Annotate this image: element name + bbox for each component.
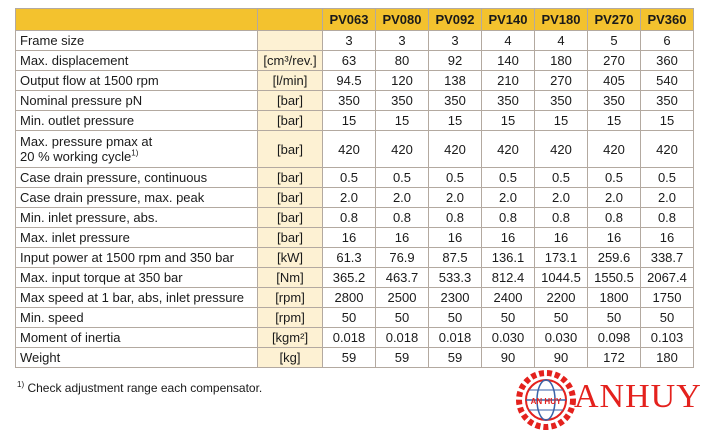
- unit-cell: [bar]: [258, 188, 323, 208]
- specification-table: [15, 8, 694, 368]
- unit-cell: [rpm]: [258, 308, 323, 328]
- value-cell: 350: [588, 91, 641, 111]
- value-cell: 15: [429, 111, 482, 131]
- value-cell: 2.0: [588, 188, 641, 208]
- param-cell: Input power at 1500 rpm and 350 bar: [16, 248, 258, 268]
- value-cell: 16: [588, 228, 641, 248]
- value-cell: 50: [429, 308, 482, 328]
- param-cell: Weight: [16, 348, 258, 368]
- value-cell: 2067.4: [641, 268, 694, 288]
- value-cell: 16: [323, 228, 376, 248]
- param-cell: Max. input torque at 350 bar: [16, 268, 258, 288]
- logo-text: ANHUY: [574, 378, 702, 415]
- value-cell: 0.8: [588, 208, 641, 228]
- value-cell: 2400: [482, 288, 535, 308]
- value-cell: 2300: [429, 288, 482, 308]
- unit-cell: [l/min]: [258, 71, 323, 91]
- param-cell: Moment of inertia: [16, 328, 258, 348]
- param-cell: Case drain pressure, continuous: [16, 168, 258, 188]
- value-cell: 0.5: [588, 168, 641, 188]
- param-label-line2: 20 % working cycle: [20, 149, 132, 164]
- value-cell: 76.9: [376, 248, 429, 268]
- table-row: [16, 131, 694, 168]
- value-cell: 0.5: [323, 168, 376, 188]
- value-cell: 173.1: [535, 248, 588, 268]
- value-cell: 420: [323, 131, 376, 168]
- table-row: [16, 91, 694, 111]
- value-cell: 16: [641, 228, 694, 248]
- value-cell: 812.4: [482, 268, 535, 288]
- value-cell: 87.5: [429, 248, 482, 268]
- value-cell: 16: [535, 228, 588, 248]
- unit-cell: [bar]: [258, 168, 323, 188]
- value-cell: 350: [641, 91, 694, 111]
- param-cell: [16, 131, 258, 168]
- footnote: $^{1)}$ Check adjustment range each compensator.: [17, 380, 263, 395]
- value-cell: 3: [429, 31, 482, 51]
- value-cell: 120: [376, 71, 429, 91]
- value-cell: 210: [482, 71, 535, 91]
- value-cell: 0.8: [482, 208, 535, 228]
- value-cell: 2.0: [323, 188, 376, 208]
- unit-cell: [kgm²]: [258, 328, 323, 348]
- value-cell: 0.5: [429, 168, 482, 188]
- value-cell: 463.7: [376, 268, 429, 288]
- param-cell: Max speed at 1 bar, abs, inlet pressure: [16, 288, 258, 308]
- value-cell: 0.103: [641, 328, 694, 348]
- value-cell: 405: [588, 71, 641, 91]
- footnote-marker: 1): [131, 148, 139, 158]
- value-cell: 50: [376, 308, 429, 328]
- table-row: [16, 228, 694, 248]
- model-header: PV270: [588, 9, 641, 31]
- value-cell: 94.5: [323, 71, 376, 91]
- model-header: PV092: [429, 9, 482, 31]
- unit-cell: [kg]: [258, 348, 323, 368]
- table-row: [16, 168, 694, 188]
- unit-cell: [cm³/rev.]: [258, 51, 323, 71]
- table-row: [16, 248, 694, 268]
- value-cell: 350: [482, 91, 535, 111]
- value-cell: 59: [376, 348, 429, 368]
- table-row: [16, 71, 694, 91]
- value-cell: 4: [535, 31, 588, 51]
- value-cell: 1550.5: [588, 268, 641, 288]
- value-cell: 59: [323, 348, 376, 368]
- value-cell: 0.8: [535, 208, 588, 228]
- value-cell: 2.0: [482, 188, 535, 208]
- value-cell: 420: [482, 131, 535, 168]
- value-cell: 0.5: [482, 168, 535, 188]
- value-cell: 15: [376, 111, 429, 131]
- table-row: [16, 268, 694, 288]
- value-cell: 16: [376, 228, 429, 248]
- value-cell: 50: [588, 308, 641, 328]
- value-cell: 6: [641, 31, 694, 51]
- table-row: [16, 111, 694, 131]
- value-cell: 15: [641, 111, 694, 131]
- table-row: [16, 208, 694, 228]
- table-row: [16, 188, 694, 208]
- value-cell: 420: [376, 131, 429, 168]
- param-cell: Frame size: [16, 31, 258, 51]
- value-cell: 16: [482, 228, 535, 248]
- value-cell: 50: [641, 308, 694, 328]
- model-header: PV360: [641, 9, 694, 31]
- value-cell: 136.1: [482, 248, 535, 268]
- value-cell: 338.7: [641, 248, 694, 268]
- value-cell: 365.2: [323, 268, 376, 288]
- value-cell: 1800: [588, 288, 641, 308]
- value-cell: 15: [535, 111, 588, 131]
- value-cell: 420: [641, 131, 694, 168]
- param-cell: Min. speed: [16, 308, 258, 328]
- unit-cell: [bar]: [258, 111, 323, 131]
- logo-badge-text: AN HUY: [530, 397, 562, 406]
- table-row: [16, 51, 694, 71]
- value-cell: 2500: [376, 288, 429, 308]
- table-row: [16, 308, 694, 328]
- param-cell: Max. displacement: [16, 51, 258, 71]
- value-cell: 50: [535, 308, 588, 328]
- param-cell: Min. outlet pressure: [16, 111, 258, 131]
- value-cell: 2200: [535, 288, 588, 308]
- value-cell: 259.6: [588, 248, 641, 268]
- value-cell: 0.5: [535, 168, 588, 188]
- unit-cell: [bar]: [258, 208, 323, 228]
- value-cell: 350: [323, 91, 376, 111]
- table-row: [16, 288, 694, 308]
- param-label: Max. pressure pmax at: [20, 134, 153, 149]
- value-cell: 90: [535, 348, 588, 368]
- value-cell: 0.8: [641, 208, 694, 228]
- value-cell: 4: [482, 31, 535, 51]
- value-cell: 1044.5: [535, 268, 588, 288]
- value-cell: 360: [641, 51, 694, 71]
- value-cell: 2.0: [641, 188, 694, 208]
- value-cell: 138: [429, 71, 482, 91]
- model-header: PV063: [323, 9, 376, 31]
- unit-cell: [bar]: [258, 131, 323, 168]
- value-cell: 420: [429, 131, 482, 168]
- unit-cell: [258, 31, 323, 51]
- param-cell: Max. inlet pressure: [16, 228, 258, 248]
- value-cell: 50: [482, 308, 535, 328]
- value-cell: 270: [588, 51, 641, 71]
- value-cell: 2.0: [376, 188, 429, 208]
- model-header: PV140: [482, 9, 535, 31]
- value-cell: 63: [323, 51, 376, 71]
- value-cell: 350: [535, 91, 588, 111]
- value-cell: 533.3: [429, 268, 482, 288]
- value-cell: 180: [641, 348, 694, 368]
- value-cell: 15: [482, 111, 535, 131]
- value-cell: 15: [323, 111, 376, 131]
- value-cell: 0.018: [376, 328, 429, 348]
- value-cell: 61.3: [323, 248, 376, 268]
- param-cell: Output flow at 1500 rpm: [16, 71, 258, 91]
- value-cell: 350: [429, 91, 482, 111]
- value-cell: 270: [535, 71, 588, 91]
- value-cell: 5: [588, 31, 641, 51]
- value-cell: 0.5: [641, 168, 694, 188]
- value-cell: 0.018: [323, 328, 376, 348]
- value-cell: 140: [482, 51, 535, 71]
- header-blank-cell: [16, 9, 258, 31]
- value-cell: 0.030: [535, 328, 588, 348]
- unit-cell: [kW]: [258, 248, 323, 268]
- value-cell: 2.0: [535, 188, 588, 208]
- unit-cell: [Nm]: [258, 268, 323, 288]
- value-cell: 420: [588, 131, 641, 168]
- value-cell: 2.0: [429, 188, 482, 208]
- value-cell: 540: [641, 71, 694, 91]
- unit-cell: [bar]: [258, 91, 323, 111]
- value-cell: 80: [376, 51, 429, 71]
- value-cell: 3: [376, 31, 429, 51]
- value-cell: 0.098: [588, 328, 641, 348]
- table-row: [16, 328, 694, 348]
- model-header: PV180: [535, 9, 588, 31]
- value-cell: 92: [429, 51, 482, 71]
- value-cell: 420: [535, 131, 588, 168]
- value-cell: 0.030: [482, 328, 535, 348]
- value-cell: 350: [376, 91, 429, 111]
- value-cell: 172: [588, 348, 641, 368]
- param-cell: Nominal pressure pN: [16, 91, 258, 111]
- value-cell: 0.8: [429, 208, 482, 228]
- header-unit-cell: [258, 9, 323, 31]
- model-header: PV080: [376, 9, 429, 31]
- value-cell: 90: [482, 348, 535, 368]
- param-cell: Case drain pressure, max. peak: [16, 188, 258, 208]
- param-cell: Min. inlet pressure, abs.: [16, 208, 258, 228]
- value-cell: 0.018: [429, 328, 482, 348]
- unit-cell: [bar]: [258, 228, 323, 248]
- value-cell: 15: [588, 111, 641, 131]
- value-cell: 0.8: [376, 208, 429, 228]
- gear-globe-icon: [519, 373, 573, 427]
- value-cell: 59: [429, 348, 482, 368]
- value-cell: 180: [535, 51, 588, 71]
- table-row: [16, 31, 694, 51]
- value-cell: 2800: [323, 288, 376, 308]
- value-cell: 0.5: [376, 168, 429, 188]
- unit-cell: [rpm]: [258, 288, 323, 308]
- value-cell: 3: [323, 31, 376, 51]
- table-header-row: [16, 9, 694, 31]
- value-cell: 0.8: [323, 208, 376, 228]
- value-cell: 1750: [641, 288, 694, 308]
- value-cell: 50: [323, 308, 376, 328]
- table-row: [16, 348, 694, 368]
- value-cell: 16: [429, 228, 482, 248]
